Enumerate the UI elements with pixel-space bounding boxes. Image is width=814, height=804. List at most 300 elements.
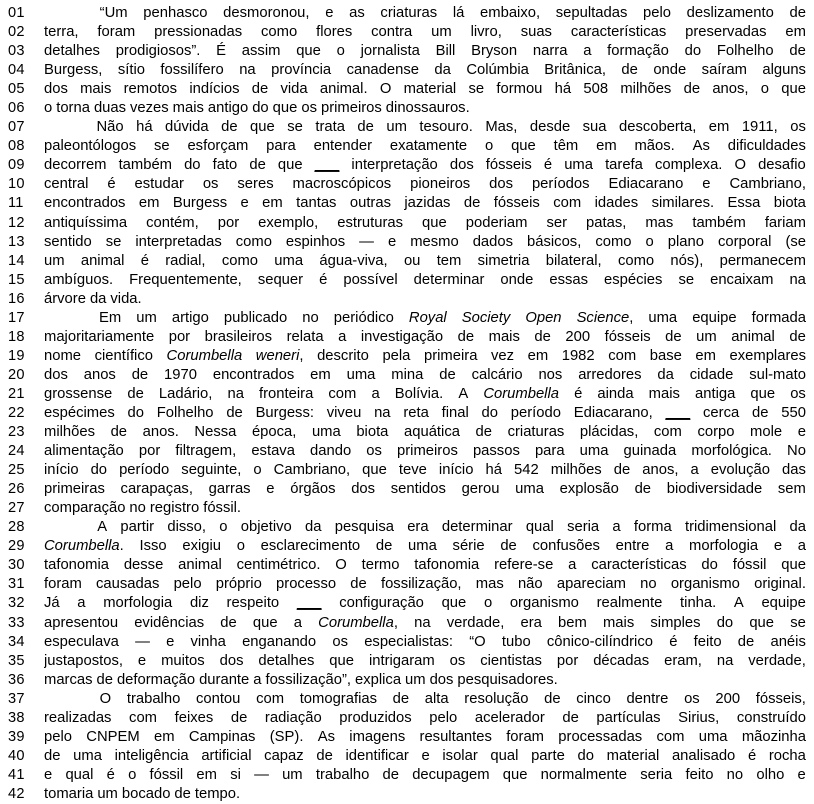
word: da (305, 519, 322, 536)
line-text (44, 137, 806, 156)
word: “O (469, 633, 486, 650)
word: na (374, 404, 391, 421)
word: em (596, 138, 617, 155)
word: esclarecimento (260, 538, 361, 555)
word: e (325, 5, 334, 21)
word: onde (653, 62, 687, 79)
word: sentido (44, 233, 92, 250)
word: na (239, 62, 256, 79)
word: se (468, 81, 485, 98)
word: de (127, 385, 144, 402)
word: O (379, 81, 392, 98)
word: criaturas (380, 5, 438, 21)
word: cônico-cilíndrico (546, 633, 653, 650)
word: de (249, 157, 266, 174)
word: e (44, 766, 53, 783)
line-text (44, 728, 806, 747)
word: Frequentemente, (129, 271, 242, 288)
word: de (665, 328, 682, 345)
line-text (44, 423, 806, 442)
line-text (44, 271, 806, 290)
word: foram (506, 728, 545, 745)
word: o (128, 766, 137, 783)
word: reta (403, 404, 429, 421)
line-number: 18 (8, 328, 25, 345)
line-number: 04 (8, 62, 25, 79)
word: arredores (578, 366, 642, 383)
line-number: 38 (8, 709, 25, 726)
word: Cambriano, (729, 176, 806, 193)
line-number: 34 (8, 633, 25, 650)
word: do (184, 157, 201, 174)
word: por (168, 328, 191, 345)
word: de (392, 690, 410, 707)
word: fato (212, 157, 238, 174)
word: nos (538, 366, 563, 383)
word: fronteira (259, 385, 314, 402)
word: de (382, 766, 399, 783)
word: O (734, 157, 746, 174)
word: 200 (565, 328, 591, 345)
word: de (737, 633, 755, 650)
text-line (0, 442, 814, 461)
word: os (790, 119, 806, 136)
word: estudar (134, 176, 184, 193)
word: do (252, 100, 269, 117)
word: como (617, 252, 655, 269)
word: partículas (596, 709, 661, 726)
word: órgãos (290, 481, 336, 498)
word: essas (549, 271, 588, 288)
text-line (0, 461, 814, 480)
line-text (44, 175, 806, 194)
line-number: 13 (8, 233, 25, 250)
word: espinhos (285, 233, 346, 250)
text-line (0, 23, 814, 42)
word: feito (693, 633, 722, 650)
word: por (217, 214, 240, 231)
line-text (44, 4, 806, 23)
word: em (262, 195, 283, 212)
word: era (407, 519, 429, 536)
word: duas (93, 100, 127, 117)
word: seria (640, 766, 673, 783)
word: de (439, 366, 456, 383)
word: No (787, 443, 806, 460)
word: primeiros (397, 443, 458, 460)
word: primeiros (320, 100, 382, 117)
line-text (44, 194, 806, 213)
word: diz (189, 595, 209, 612)
word: contra (371, 24, 413, 41)
word: qual (490, 747, 519, 764)
word: de (221, 119, 238, 136)
word: grossense (44, 385, 113, 402)
word: uma (274, 252, 304, 269)
word: inteligência (114, 747, 189, 764)
word: se (153, 138, 170, 155)
line-number: 26 (8, 481, 25, 498)
word: possível (343, 271, 398, 288)
word: justapostos, (44, 652, 123, 669)
word: torna (56, 100, 90, 117)
word: água-viva, (319, 252, 388, 269)
word: têm (553, 138, 579, 155)
text-line (0, 518, 814, 537)
word: cerca (703, 404, 740, 421)
word: trabalho (315, 766, 370, 783)
line-number: 01 (8, 5, 25, 21)
word: Folhelho (716, 43, 774, 60)
word: a (371, 385, 380, 402)
word: é (107, 176, 116, 193)
line-number: 15 (8, 271, 25, 288)
line-number: 14 (8, 252, 25, 269)
word: — (254, 766, 269, 783)
word: que (252, 614, 278, 631)
word: foram (97, 24, 136, 41)
text-line (0, 271, 814, 290)
word: de (357, 119, 374, 136)
word: vezes (130, 100, 169, 117)
line-text (44, 366, 806, 385)
word: fossilífero (160, 62, 224, 79)
word: é (543, 157, 553, 174)
word: próprio (215, 576, 262, 593)
word: é (747, 747, 757, 764)
word: rocha (768, 747, 806, 764)
text-line (0, 766, 814, 785)
word: respeito (226, 595, 280, 612)
word: e (773, 538, 783, 555)
word: de (316, 747, 333, 764)
word: um (386, 119, 407, 136)
word: anos (83, 366, 116, 383)
line-number: 19 (8, 347, 25, 364)
word: morfológica. (691, 443, 772, 460)
word: qual (525, 519, 554, 536)
paragraph-indent (44, 4, 84, 23)
word: 1982 (561, 347, 595, 364)
line-text (44, 156, 806, 175)
word: de (534, 328, 551, 345)
word: verdade, (748, 652, 806, 669)
text-line (0, 61, 814, 80)
word: É (216, 43, 227, 60)
word: centimétrico. (236, 557, 321, 574)
word: intrigaram (368, 652, 435, 669)
word: eram, (664, 652, 702, 669)
word: décadas (593, 652, 650, 669)
word: um (97, 785, 118, 802)
word: que (250, 119, 275, 136)
word: mais (602, 614, 635, 631)
word: apresentou (44, 614, 119, 631)
word: dos (489, 176, 514, 193)
word: especulava (44, 633, 119, 650)
word: fósseis, (755, 690, 806, 707)
text-line (0, 499, 814, 518)
word: construído (736, 709, 806, 726)
word: como (235, 233, 272, 250)
word: vida. (110, 290, 142, 307)
word: As (317, 728, 336, 745)
line-text (44, 233, 806, 252)
word: tafonomia (44, 557, 109, 574)
word: encontrados (44, 195, 126, 212)
word: mais (80, 81, 112, 98)
word: cientistas (480, 652, 542, 669)
word: complexa. (654, 157, 723, 174)
word: biodiversidade (666, 481, 763, 498)
word: periódico (333, 309, 394, 326)
word: evidências (134, 614, 205, 631)
line-text (44, 42, 806, 61)
line-text (44, 633, 806, 652)
word: determinar (441, 519, 513, 536)
word: carapaças, (120, 481, 193, 498)
word: O (335, 557, 347, 574)
word: uma (311, 424, 341, 441)
word: das (782, 462, 806, 479)
line-number: 09 (8, 157, 25, 174)
word: início (438, 462, 474, 479)
word: uma (408, 538, 437, 555)
line-text (44, 690, 806, 709)
word: anéis (770, 633, 806, 650)
text-line (0, 575, 814, 594)
word: o (44, 100, 53, 117)
word: e (702, 176, 711, 193)
word: e (421, 747, 430, 764)
word: mas (645, 214, 674, 231)
word: Corumbella, (318, 614, 398, 631)
word: na (227, 385, 244, 402)
word: a (583, 43, 592, 60)
word: partir (120, 519, 155, 536)
line-text (44, 290, 806, 309)
word: para (534, 443, 565, 460)
word: penhasco (143, 5, 208, 21)
line-number: 03 (8, 43, 25, 60)
word: com (256, 690, 285, 707)
word: do (716, 614, 734, 631)
word: A (733, 595, 744, 612)
word: prodigiosos”. (115, 43, 201, 60)
word: uma (73, 747, 102, 764)
word: guinada (623, 443, 677, 460)
line-number: 23 (8, 424, 25, 441)
word: uma (648, 309, 678, 326)
word: uma (698, 728, 728, 745)
word: características (570, 24, 667, 41)
word: mina (391, 366, 424, 383)
word: há (485, 462, 502, 479)
word: mais (172, 100, 204, 117)
word: tesouro. (419, 119, 473, 136)
word: biota (356, 424, 389, 441)
text-line (0, 156, 814, 175)
word: decupagem (412, 766, 490, 783)
word: tempo. (194, 785, 241, 802)
word: remotos (123, 81, 178, 98)
word: terra, (44, 24, 79, 41)
word: os (684, 690, 700, 707)
word: com (553, 195, 582, 212)
word: a (77, 595, 86, 612)
word: interpretação (351, 157, 438, 174)
word: no (302, 309, 319, 326)
word: a (665, 538, 674, 555)
word: dos (44, 81, 68, 98)
word: o (253, 462, 262, 479)
line-text (44, 747, 806, 766)
word: cidade (689, 366, 734, 383)
word: e (240, 195, 249, 212)
word: um (282, 766, 303, 783)
word: organismo (670, 576, 740, 593)
word: do (701, 557, 718, 574)
text-line (0, 118, 814, 137)
word: milhões (620, 81, 672, 98)
word: CNPEM (86, 728, 140, 745)
word: da (657, 366, 674, 383)
text-line (0, 385, 814, 404)
word: feito (685, 766, 714, 783)
word: fósseis (485, 157, 532, 174)
line-number: 10 (8, 176, 25, 193)
line-number: 42 (8, 785, 25, 802)
word: resultantes (419, 728, 492, 745)
word: registro (149, 500, 200, 517)
word: vez (491, 347, 515, 364)
line-number: 31 (8, 576, 25, 593)
word: é (106, 766, 115, 783)
text-line (0, 42, 814, 61)
line-number: 29 (8, 538, 25, 555)
line-number: 07 (8, 119, 25, 136)
word: objetivo (240, 519, 292, 536)
word: anos, (642, 462, 679, 479)
word: Bolívia. (394, 385, 444, 402)
word: — (135, 633, 150, 650)
text-line (0, 347, 814, 366)
word: de (457, 328, 475, 345)
word: Corumbella. (44, 538, 124, 555)
word: simetria (477, 252, 530, 269)
text-line (0, 175, 814, 194)
word: que (362, 462, 387, 479)
paragraph-indent (44, 518, 84, 537)
word: para (266, 138, 296, 155)
word: especialistas: (364, 633, 454, 650)
word: de (544, 690, 561, 707)
text-line (0, 80, 814, 99)
word: de (96, 671, 113, 688)
word: durante (199, 671, 250, 688)
word: de (174, 785, 191, 802)
word: si (230, 766, 241, 783)
word: de (500, 538, 517, 555)
word: mole (750, 424, 783, 441)
word: A (458, 385, 469, 402)
word: o (485, 138, 494, 155)
word: descrito (317, 347, 369, 364)
word: dinossauros. (385, 100, 470, 117)
word: material (606, 747, 660, 764)
word: a (338, 328, 347, 345)
word: pioneiros (410, 176, 471, 193)
word: dúvida (165, 119, 209, 136)
word: que (296, 43, 321, 60)
word: é (669, 633, 678, 650)
word: vinha (190, 633, 226, 650)
word: e (797, 766, 806, 783)
word: normalmente (540, 766, 628, 783)
word: Ediacarano, (573, 404, 653, 421)
word: mais (488, 328, 520, 345)
word: que (329, 652, 354, 669)
word: Não (96, 119, 124, 136)
word: ou (403, 252, 421, 269)
word: artigo (171, 309, 209, 326)
line-text (44, 385, 806, 404)
word: na (716, 652, 734, 669)
word: fariam (764, 214, 806, 231)
line-number: 27 (8, 500, 25, 517)
word: uma (564, 157, 593, 174)
word: fossilização”, (265, 671, 351, 688)
line-number: 41 (8, 766, 25, 783)
word: (SP). (269, 728, 304, 745)
word: lá (452, 5, 465, 21)
word: como (221, 252, 259, 269)
word: organismo (509, 595, 579, 612)
line-number: 36 (8, 671, 25, 688)
word: um (431, 24, 452, 41)
line-text (44, 499, 806, 518)
word: uma (515, 481, 544, 498)
word: onde (500, 271, 534, 288)
word: a (568, 557, 577, 574)
word: forma (633, 519, 672, 536)
word: início (44, 462, 79, 479)
word: sítio (117, 62, 145, 79)
line-text (44, 118, 806, 137)
word: material (403, 81, 457, 98)
word: tubo (501, 633, 531, 650)
word: flores (316, 24, 353, 41)
word: o (336, 43, 345, 60)
word: desafio (758, 157, 806, 174)
word: de (634, 481, 652, 498)
word: formação (607, 43, 669, 60)
word: o (645, 233, 654, 250)
word: que (502, 766, 528, 783)
word: weneri, (255, 347, 304, 364)
line-number: 17 (8, 309, 25, 326)
word: do (127, 404, 144, 421)
word: animal (80, 252, 125, 269)
text-line (0, 423, 814, 442)
word: com (608, 347, 637, 364)
word: um (44, 252, 65, 269)
word: Essa (727, 195, 761, 212)
word: pressionadas (154, 24, 243, 41)
word: jazidas (404, 195, 451, 212)
line-text (44, 404, 806, 423)
word: saíram (701, 62, 747, 79)
